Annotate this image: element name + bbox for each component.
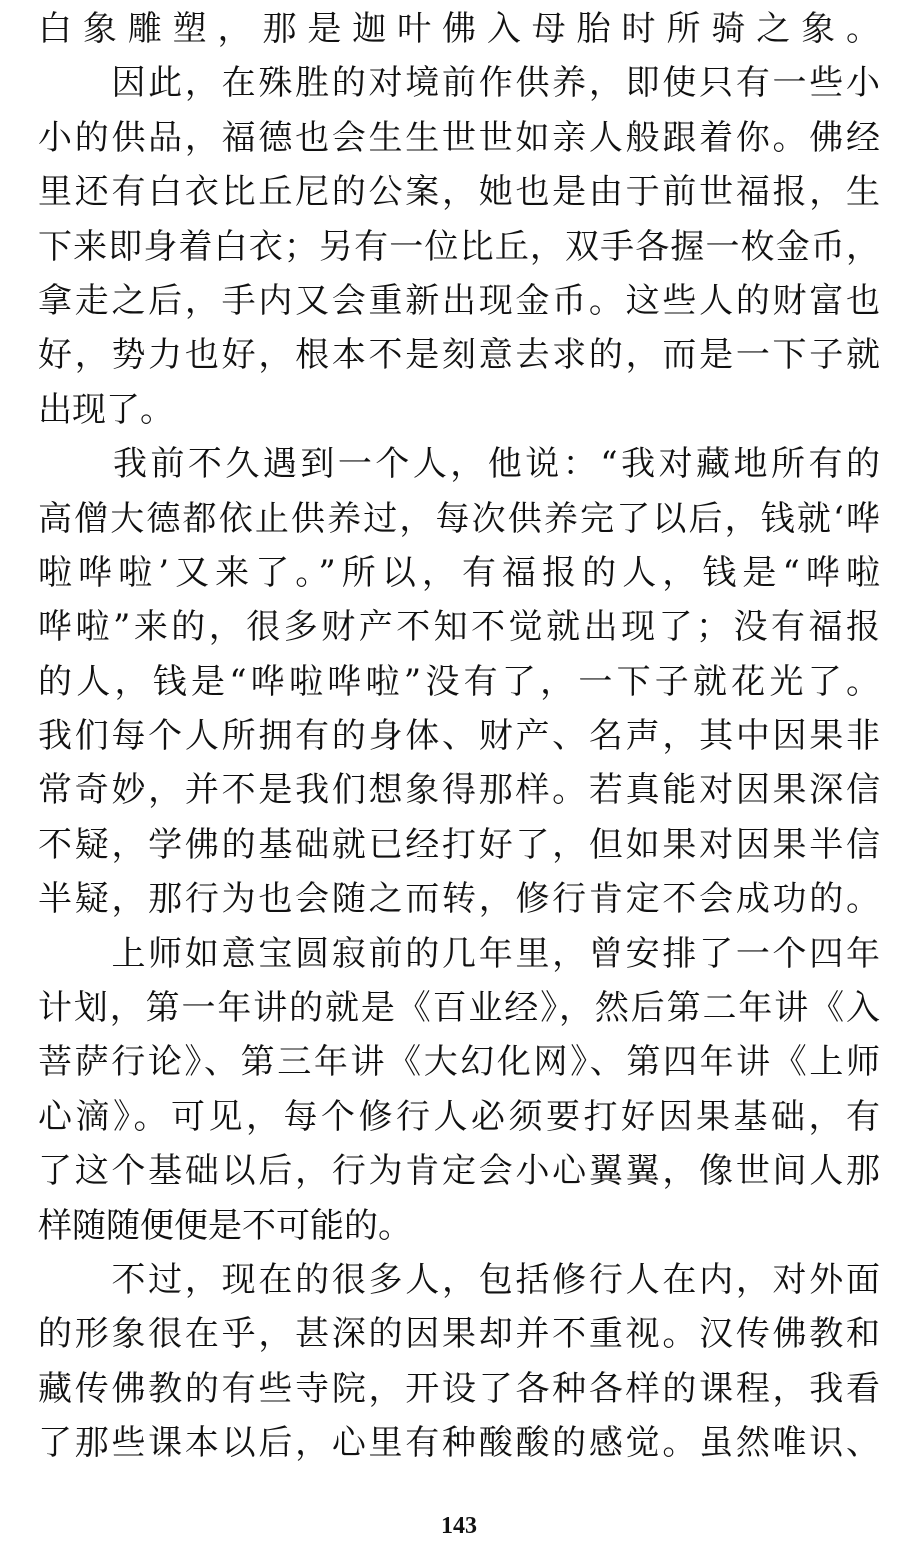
text-line: 出现了。 xyxy=(38,389,174,430)
text-line: 藏传佛教的有些寺院，开设了各种各样的课程，我看 xyxy=(38,1368,880,1409)
text-line: 不过，现在的很多人，包括修行人在内，对外面 xyxy=(38,1259,880,1300)
text-line: 好，势力也好，根本不是刻意去求的，而是一下子就 xyxy=(38,335,880,376)
text-line: 我前不久遇到一个人，他说：“我对藏地所有的 xyxy=(38,444,880,485)
body-text xyxy=(38,2,880,1471)
text-line: 样随随便便是不可能的。 xyxy=(38,1205,412,1246)
text-line: 计划，第一年讲的就是《百业经》，然后第二年讲《入 xyxy=(38,988,880,1029)
text-line: 常奇妙，并不是我们想象得那样。若真能对因果深信 xyxy=(38,770,880,811)
text-line: 里还有白衣比丘尼的公案，她也是由于前世福报，生 xyxy=(38,172,880,213)
text-line: 啦哗啦’又来了。”所以，有福报的人，钱是“哗啦 xyxy=(38,552,880,593)
text-line: 的人，钱是“哗啦哗啦”没有了，一下子就花光了。 xyxy=(38,661,880,702)
text-line: 下来即身着白衣；另有一位比丘，双手各握一枚金币， xyxy=(38,226,880,267)
text-line: 菩萨行论》、第三年讲《大幻化网》、第四年讲《上师 xyxy=(38,1042,880,1083)
text-line: 的形象很在乎，甚深的因果却并不重视。汉传佛教和 xyxy=(38,1314,880,1355)
text-line: 了这个基础以后，行为肯定会小心翼翼，像世间人那 xyxy=(38,1151,880,1192)
text-line: 小的供品，福德也会生生世世如亲人般跟着你。佛经 xyxy=(38,117,880,158)
text-line: 拿走之后，手内又会重新出现金币。这些人的财富也 xyxy=(38,280,880,321)
text-line: 因此，在殊胜的对境前作供养，即使只有一些小 xyxy=(38,63,880,104)
book-page xyxy=(38,0,880,1553)
text-line: 白象雕塑，那是迦叶佛入母胎时所骑之象。 xyxy=(38,9,880,49)
text-line: 高僧大德都依止供养过，每次供养完了以后，钱就‘哗 xyxy=(38,498,880,539)
text-line: 哗啦”来的，很多财产不知不觉就出现了；没有福报 xyxy=(38,607,880,648)
text-line: 我们每个人所拥有的身体、财产、名声，其中因果非 xyxy=(38,716,880,757)
text-line: 上师如意宝圆寂前的几年里，曾安排了一个四年 xyxy=(38,933,880,974)
text-line: 不疑，学佛的基础就已经打好了，但如果对因果半信 xyxy=(38,824,880,865)
text-line: 半疑，那行为也会随之而转，修行肯定不会成功的。 xyxy=(38,879,880,920)
text-line: 了那些课本以后，心里有种酸酸的感觉。虽然唯识、 xyxy=(38,1423,880,1464)
page-number: 143 xyxy=(441,1513,477,1539)
text-line: 心滴》。可见，每个修行人必须要打好因果基础，有 xyxy=(38,1096,880,1137)
